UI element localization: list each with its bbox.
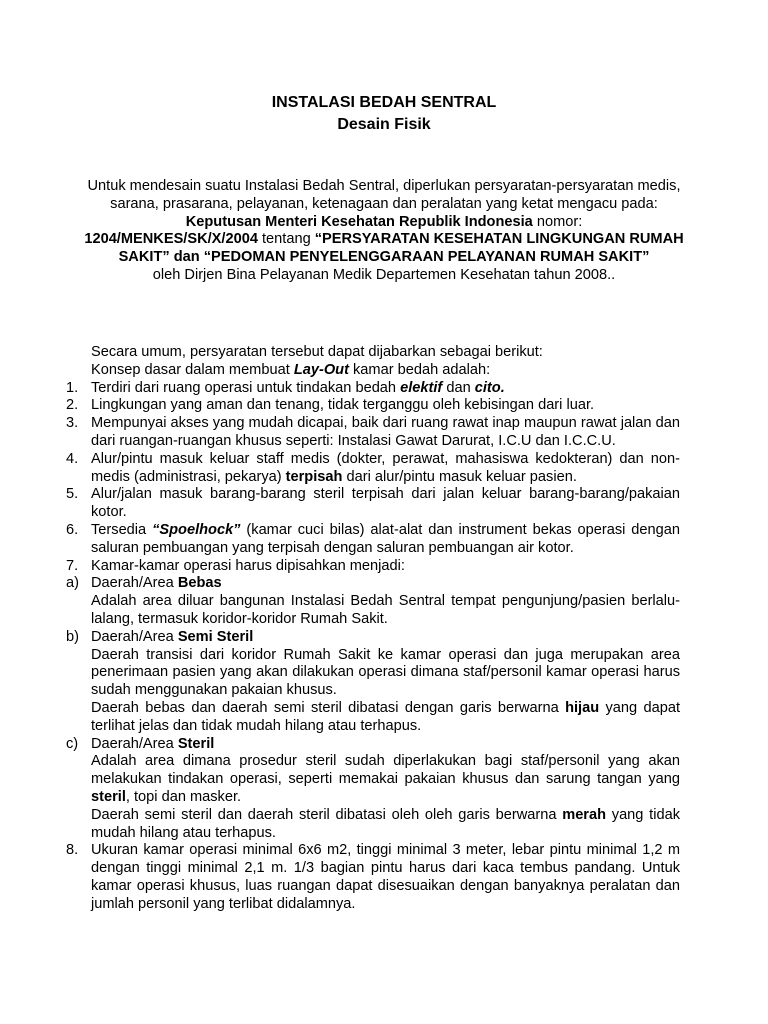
lead-line-2: Konsep dasar dalam membuat Lay-Out kamar bedah adalah:	[91, 361, 491, 378]
list-item: 1. Terdiri dari ruang operasi untuk tindakan bedah elektif dan cito.	[66, 379, 505, 396]
area-description: Daerah bebas dan daerah semi steril dibatasi dengan garis berwarna hijau yang dapat terlihat jelas dan tidak mudah hilang atau terhapus.	[91, 699, 680, 734]
list-item: 3. Mempunyai akses yang mudah dicapai, baik dari ruang rawat inap maupun rawat jalan dan dari ruangan-ruangan khusus seperti: Instalasi Gawat Darurat, I.C.U dan I.C.C.U.	[66, 415, 680, 449]
area-item-steril: c) Daerah/Area Steril	[66, 735, 215, 752]
area-description: Adalah area diluar bangunan Instalasi Bedah Sentral tempat pengunjung/pasien berlalu-lalang, termasuk koridor-koridor Rumah Sakit.	[91, 593, 680, 627]
list-item: 5. Alur/jalan masuk barang-barang steril terpisah dari jalan keluar barang-barang/pakaian kotor.	[66, 486, 680, 521]
layout-term: Lay-Out	[293, 361, 349, 378]
list-item: 8. Ukuran kamar operasi minimal 6x6 m2, tinggi minimal 3 meter, lebar pintu minimal 1,2 m dengan tinggi minimal 2,1 m. 1/3 bagian pintu harus dari kaca tembus pandang. Untuk kamar operasi khusus, luas ruangan dapat disesuaikan dengan banyaknya peralatan dan jumlah personil yang terlibat didalamnya.	[66, 842, 680, 912]
area-description: Adalah area dimana prosedur steril sudah diperlakukan bagi staf/personil yang akan melakukan tindakan operasi, seperti memakai pakaian khusus dan sarung tangan yang steril, topi dan masker.	[91, 753, 680, 805]
area-description: Daerah transisi dari koridor Rumah Sakit ke kamar operasi dan juga merupakan area penerimaan pasien yang akan dilakukan operasi dimana staf/personil kamar operasi harus sudah menggunakan pakaian khusus.	[91, 646, 680, 699]
decree-name: Keputusan Menteri Kesehatan Republik Indonesia	[185, 213, 533, 230]
intro-paragraph	[80, 178, 688, 285]
list-item: 7. Kamar-kamar operasi harus dipisahkan menjadi:	[66, 557, 405, 574]
document-title: INSTALASI BEDAH SENTRAL	[271, 94, 497, 111]
decree-topic: “PERSYARATAN KESEHATAN LINGKUNGAN RUMAH SAKIT” dan “PEDOMAN PENYELENGGARAAN PELAYANAN RUMAH SAKIT”	[118, 231, 684, 266]
decree-number: 1204/MENKES/SK/X/2004	[84, 231, 258, 248]
list-item: 6. Tersedia “Spoelhock” (kamar cuci bilas) alat-alat dan instrument bekas operasi dengan saluran pembuangan yang terpisah dengan saluran pembuangan air kotor.	[66, 521, 680, 556]
list-item: 2. Lingkungan yang aman dan tenang, tidak terganggu oleh kebisingan dari luar.	[66, 397, 595, 414]
document-subtitle: Desain Fisik	[337, 116, 431, 133]
area-description: Daerah semi steril dan daerah steril dibatasi oleh oleh garis berwarna merah yang tidak mudah hilang atau terhapus.	[91, 806, 680, 841]
area-item-bebas: a) Daerah/Area Bebas	[66, 575, 222, 592]
intro-line-3: oleh Dirjen Bina Pelayanan Medik Departemen Kesehatan tahun 2008..	[152, 266, 616, 283]
list-item: 4. Alur/pintu masuk keluar staff medis (dokter, perawat, mahasiswa kedokteran) dan non-medis (administrasi, pekarya) terpisah dari alur/pintu masuk keluar pasien.	[66, 450, 680, 485]
lead-line-1: Secara umum, persyaratan tersebut dapat dijabarkan sebagai berikut:	[91, 344, 543, 360]
intro-line-2: 1204/MENKES/SK/X/2004 tentang “PERSYARATAN KESEHATAN LINGKUNGAN RUMAH SAKIT” dan “PEDOMAN PENYELENGGARAAN PELAYANAN RUMAH SAKIT”	[84, 231, 684, 266]
area-item-semi-steril: b) Daerah/Area Semi Steril	[66, 628, 254, 645]
requirements-body	[66, 344, 680, 914]
intro-line-1: Untuk mendesain suatu Instalasi Bedah Sentral, diperlukan persyaratan-persyaratan medis, sarana, prasarana, pelayanan, ketenagaan dan peralatan yang ketat mengacu pada: Keputusan Menteri Kesehatan Republik Indonesia nomor:	[87, 178, 681, 230]
